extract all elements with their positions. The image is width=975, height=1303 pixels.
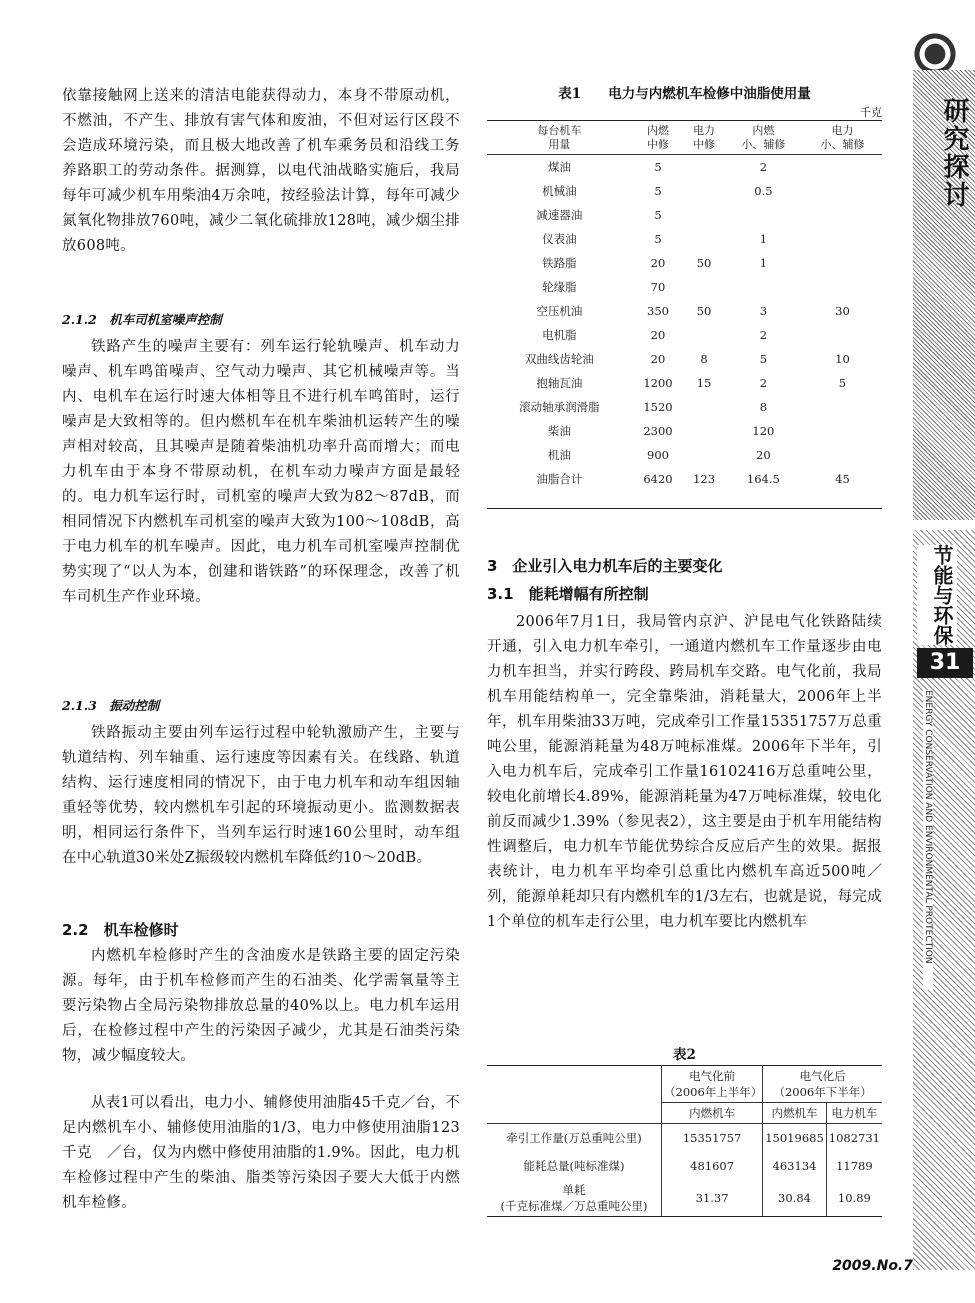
table-row bbox=[487, 179, 882, 203]
table1-cell bbox=[684, 419, 724, 443]
table1-bottom-rule bbox=[487, 508, 882, 509]
table1-header-3: 内燃 小、辅修 bbox=[724, 122, 803, 155]
table1-row-label: 空压机油 bbox=[536, 304, 583, 318]
table1-cell: 1200 bbox=[643, 376, 673, 390]
table2-cell: 31.37 bbox=[662, 1180, 763, 1217]
table-row bbox=[487, 395, 882, 419]
table1-header-2: 电力 中修 bbox=[684, 122, 724, 155]
table1-caption: 表1 电力与内燃机车检修中油脂使用量 bbox=[558, 86, 811, 102]
table1-row-label: 抱轴瓦油 bbox=[536, 376, 583, 390]
table-row bbox=[487, 227, 882, 251]
table-row bbox=[487, 443, 882, 467]
table1-row-label: 轮缘脂 bbox=[542, 280, 577, 294]
table1-row-label: 柴油 bbox=[547, 424, 571, 438]
table1-cell: 0.5 bbox=[754, 184, 773, 198]
table1-cell: 120 bbox=[752, 424, 775, 438]
table1-cell: 30 bbox=[835, 304, 850, 318]
table-row bbox=[487, 1152, 882, 1180]
table1-cell bbox=[803, 419, 882, 443]
table1-row-label: 油脂合计 bbox=[536, 472, 583, 486]
table1-cell: 10 bbox=[835, 352, 850, 366]
table2-cell: 1082731 bbox=[826, 1124, 882, 1153]
table2 bbox=[487, 1065, 882, 1217]
issue-number: 2009.No.7 bbox=[832, 1258, 913, 1274]
table-row bbox=[487, 203, 882, 227]
table2-caption: 表2 bbox=[673, 1047, 696, 1063]
table1-cell bbox=[803, 155, 882, 180]
heading-2-1-3: 2.1.3 振动控制 bbox=[62, 698, 160, 713]
table-row bbox=[487, 275, 882, 299]
sidebar-page-number: 31 bbox=[917, 648, 973, 678]
table1-row-label: 煤油 bbox=[547, 160, 571, 174]
table1-cell: 350 bbox=[647, 304, 669, 318]
table1-cell: 900 bbox=[647, 448, 669, 462]
table1-cell bbox=[803, 395, 882, 419]
table1-top-rule bbox=[487, 120, 882, 121]
table1-row-label: 双曲线齿轮油 bbox=[524, 352, 594, 366]
table1-cell: 8 bbox=[759, 400, 768, 414]
table1-row-label: 机械油 bbox=[542, 184, 577, 198]
table1-cell bbox=[684, 227, 724, 251]
table1-cell: 8 bbox=[700, 352, 708, 366]
table2-group2-header: 电气化后 （2006年下半年） bbox=[763, 1066, 882, 1103]
table-row bbox=[487, 323, 882, 347]
table1-cell bbox=[803, 275, 882, 299]
paragraph-3-1: 2006年7月1日，我局管内京沪、沪昆电气化铁路陆续开通，引入电力机车牵引，一通道内燃机车工作量逐步由电力机车担当，并实行跨段、跨局机车交路。电气化前，我局机车用能结构单一，完全靠柴油，消耗量大，2006年上半年，机车用柴油33万吨，完成牵引工作量15351757万总重吨公里，能源消耗量为48万吨标准煤。2006年下半年，引入电力机车后，完成牵引工作量16102416万总重吨公里，较电化前增长4.89%，能源消耗量为47万吨标准煤，较电化前反而减少1.39%（参见表2），这主要是由于机车用能结构性调整后，电力机车节能优势综合反应后产生的效果。据报表统计，电力机车平均牵引总重比内燃机车高近500吨／列，能源单耗却只有内燃机车的1/3左右，也就是说，每完成1个单位的机车走行公里，电力机车要比内燃机车 bbox=[487, 614, 882, 930]
table1-cell: 5 bbox=[654, 232, 662, 246]
table2-cell: 15351757 bbox=[662, 1124, 763, 1153]
table1-cell: 3 bbox=[759, 304, 768, 318]
table1-cell: 70 bbox=[650, 280, 666, 294]
table1-cell: 2 bbox=[759, 328, 768, 342]
table2-cell: 15019685 bbox=[763, 1124, 827, 1153]
table1-cell: 2 bbox=[759, 376, 768, 390]
table-row bbox=[487, 251, 882, 275]
table1-unit: 千克 bbox=[860, 106, 882, 119]
table1-cell: 15 bbox=[696, 376, 712, 390]
sidebar-english-title: ENERGY CONSERVATION AND ENVIRONMENTAL PROTECTION bbox=[923, 690, 933, 990]
table1-row-label: 仪表油 bbox=[542, 232, 577, 246]
table1-cell bbox=[684, 443, 724, 467]
table-row bbox=[487, 467, 882, 491]
table-row bbox=[487, 299, 882, 323]
paragraph-1: 依靠接触网上送来的清洁电能获得动力，本身不带原动机，不燃油，不产生、排放有害气体和废油，不但对运行区段不会造成环境污染，而且极大地改善了机车乘务员和沿线工务养路职工的劳动条件。据测算，以电代油战略实施后，我局每年可减少机车用柴油4万余吨，按经验法计算，每年可减少氮氧化物排放760吨，减少二氧化硫排放128吨，减少烟尘排放608吨。 bbox=[62, 88, 460, 254]
table1-cell bbox=[803, 251, 882, 275]
table-row bbox=[487, 1180, 882, 1217]
table1-cell bbox=[684, 179, 724, 203]
table1-cell: 20 bbox=[650, 352, 666, 366]
table2-cell: 463134 bbox=[763, 1152, 827, 1180]
table1-row-label: 减速器油 bbox=[536, 208, 583, 222]
table1-cell bbox=[803, 323, 882, 347]
table1-cell: 50 bbox=[696, 256, 712, 270]
table1-row-label: 铁路脂 bbox=[542, 256, 577, 270]
table1-cell: 123 bbox=[693, 472, 716, 486]
table1-cell: 20 bbox=[650, 328, 666, 342]
table1-cell: 1520 bbox=[643, 400, 673, 414]
table1-cell: 45 bbox=[835, 472, 850, 486]
table2-cell: 11789 bbox=[826, 1152, 882, 1180]
table1-row-label: 电机脂 bbox=[542, 328, 577, 342]
table1-cell bbox=[684, 203, 724, 227]
table1-cell: 2300 bbox=[643, 424, 673, 438]
table1-cell bbox=[803, 443, 882, 467]
table2-cell: 10.89 bbox=[826, 1180, 882, 1217]
table1-body bbox=[487, 155, 882, 492]
table1-cell: 5 bbox=[654, 184, 662, 198]
sidebar bbox=[903, 0, 975, 1303]
sidebar-section-research: 研究探讨 bbox=[939, 96, 969, 209]
table1-cell: 5 bbox=[838, 376, 847, 390]
sidebar-section-energy: 节能与环保 bbox=[917, 545, 957, 645]
paragraph-3: 铁路振动主要由列车运行过程中轮轨激励产生，主要与轨道结构、列车轴重、运行速度等因素有关。在线路、轨道结构、运行速度相同的情况下，由于电力机车和动车组因轴重轻等优势，较内燃机车引起的环境振动更小。监测数据表明，相同运行条件下，当列车运行时速160公里时，动车组在中心轨道30米处Z振级较内燃机车降低约10～20dB。 bbox=[62, 725, 460, 866]
table2-sub-col2: 内燃机车 bbox=[763, 1103, 827, 1124]
table1-cell: 6420 bbox=[643, 472, 673, 486]
table1-cell bbox=[684, 275, 724, 299]
table1-cell bbox=[724, 275, 803, 299]
table1 bbox=[487, 122, 882, 491]
table1-header-1: 内燃 中修 bbox=[632, 122, 685, 155]
table1-cell bbox=[803, 227, 882, 251]
table-row bbox=[487, 155, 882, 180]
table1-header-0: 每台机车 用量 bbox=[487, 122, 632, 155]
heading-2-2: 2.2 机车检修时 bbox=[62, 921, 179, 939]
table1-cell bbox=[724, 203, 803, 227]
table1-row-label: 机油 bbox=[547, 448, 571, 462]
table-row bbox=[487, 371, 882, 395]
table2-group1-header: 电气化前 （2006年上半年） bbox=[662, 1066, 763, 1103]
table2-blank-header bbox=[487, 1066, 662, 1103]
table1-cell bbox=[684, 323, 724, 347]
table1-cell: 5 bbox=[759, 352, 768, 366]
table1-cell bbox=[803, 203, 882, 227]
table1-cell: 50 bbox=[696, 304, 712, 318]
table2-cell: 481607 bbox=[662, 1152, 763, 1180]
table-row bbox=[487, 419, 882, 443]
table1-cell: 1 bbox=[759, 232, 768, 246]
table2-row-label: 能耗总量(吨标准煤) bbox=[523, 1159, 625, 1173]
table2-sub-col1: 内燃机车 bbox=[662, 1103, 763, 1124]
table-row bbox=[487, 347, 882, 371]
table1-cell bbox=[803, 179, 882, 203]
heading-3: 3 企业引入电力机车后的主要变化 bbox=[487, 557, 723, 575]
table2-row-label: 单耗 (千克标准煤／万总重吨公里) bbox=[500, 1183, 648, 1213]
paragraph-5: 从表1可以看出，电力小、辅修使用油脂45千克／台，不足内燃机车小、辅修使用油脂的1/3，电力中修使用油脂123 千克 ／台，仅为内燃中修使用油脂的1.9%。因此，电力机车检修过程中产生的柴油、脂类等污染因子要大大低于内燃机车检修。 bbox=[62, 1095, 475, 1211]
table1-cell: 164.5 bbox=[746, 472, 780, 486]
table1-cell bbox=[684, 155, 724, 180]
table2-sub-col3: 电力机车 bbox=[826, 1103, 882, 1124]
table1-cell: 2 bbox=[759, 160, 768, 174]
table2-body bbox=[487, 1124, 882, 1217]
heading-3-1: 3.1 能耗增幅有所控制 bbox=[487, 585, 649, 603]
table1-cell: 5 bbox=[654, 160, 662, 174]
table2-blank-sub bbox=[487, 1103, 662, 1124]
table2-cell: 30.84 bbox=[763, 1180, 827, 1217]
table2-row-label: 牵引工作量(万总重吨公里) bbox=[506, 1131, 642, 1145]
table1-cell: 20 bbox=[756, 448, 771, 462]
table1-cell: 5 bbox=[654, 208, 662, 222]
paragraph-4: 内燃机车检修时产生的含油废水是铁路主要的固定污染源。每年，由于机车检修而产生的石油类、化学需氧量等主要污染物占全局污染物排放总量的40%以上。电力机车运用后，在检修过程中产生的污染因子减少，尤其是石油类污染物，减少幅度较大。 bbox=[62, 948, 460, 1064]
table1-cell: 1 bbox=[759, 256, 768, 270]
heading-2-1-2: 2.1.2 机车司机室噪声控制 bbox=[62, 312, 222, 327]
table1-header-4: 电力 小、辅修 bbox=[803, 122, 882, 155]
table1-header-row bbox=[487, 122, 882, 155]
table1-cell bbox=[684, 395, 724, 419]
table1-row-label: 滚动轴承润滑脂 bbox=[519, 400, 600, 414]
table-row bbox=[487, 1124, 882, 1153]
table1-cell: 20 bbox=[650, 256, 666, 270]
paragraph-2: 铁路产生的噪声主要有：列车运行轮轨噪声、机车动力噪声、机车鸣笛噪声、空气动力噪声、其它机械噪声等。当内、电机车在运行时速大体相等且不进行机车鸣笛时，运行噪声是大致相等的。但内燃机车在机车柴油机运转产生的噪声相对较高，且其噪声是随着柴油机功率升高而增大；而电力机车由于本身不带原动机，在机车动力噪声方面是最轻的。电力机车运行时，司机室的噪声大致为82～87dB，而相同情况下内燃机车司机室的噪声大致为100～108dB，高于电力机车的机车噪声。因此，电力机车司机室噪声控制优势实现了“以人为本，创建和谐铁路”的环保理念，改善了机车司机生产作业环境。 bbox=[62, 339, 460, 605]
